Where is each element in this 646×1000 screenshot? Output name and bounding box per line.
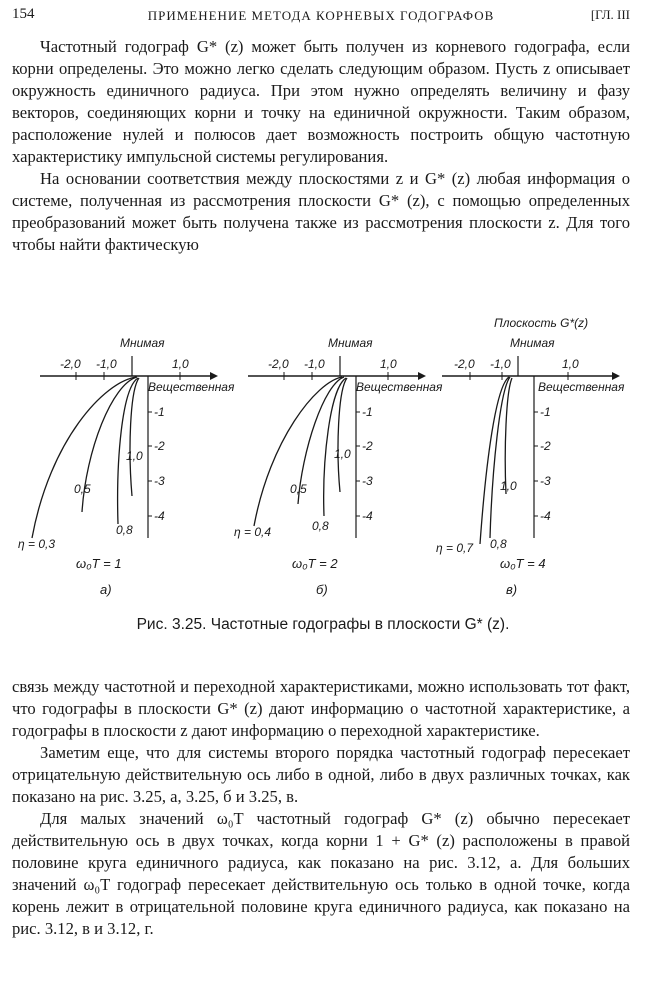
curve-label: 0,8 — [490, 537, 507, 551]
y-tick-label: -2 — [362, 439, 373, 453]
y-tick-label: -1 — [362, 405, 373, 419]
y-tick-label: -4 — [540, 509, 551, 523]
x-tick-label: 1,0 — [380, 357, 397, 371]
figure-caption: Рис. 3.25. Частотные годографы в плоскости G* (z). — [136, 616, 510, 633]
panel-a — [18, 336, 235, 597]
x-tick-label: -2,0 — [454, 357, 475, 371]
paragraph: Частотный годограф G* (z) может быть получен из корневого годографа, если корни определены. Это можно легко сделать следующим образом. Пусть z описывает окружность единичного радиуса. При этом нужно определять величину и фазу векторов, соединяющих корни и точку на единичной окружности. Таким образом, расположение нулей и полюсов дает возможность построить общую частотную характеристику импульсной системы регулирования. — [12, 37, 630, 166]
y-tick-label: -4 — [154, 509, 165, 523]
curve-label: 1,0 — [126, 449, 143, 463]
x-tick-label: 1,0 — [562, 357, 579, 371]
x-tick-label: -1,0 — [96, 357, 117, 371]
paragraph: Заметим еще, что для системы второго порядка частотный годограф пересекает отрицательную действительную ось либо в одной, либо в двух различных точках, как показано на рис. 3.25, а, 3.25, б и 3.25, в. — [12, 743, 630, 806]
curve-eta-1.0 — [338, 378, 347, 492]
running-header — [12, 6, 630, 30]
y-tick-label: -3 — [362, 474, 373, 488]
panel-v — [436, 336, 625, 597]
real-axis-arrow — [418, 372, 426, 380]
page-number: 154 — [12, 6, 35, 22]
running-title: ПРИМЕНЕНИЕ МЕТОДА КОРНЕВЫХ ГОДОГРАФОВ — [147, 8, 495, 23]
curve-label: 0,8 — [312, 519, 329, 533]
real-axis-arrow — [612, 372, 620, 380]
real-label: Вещественная — [148, 380, 235, 394]
y-tick-label: -2 — [154, 439, 165, 453]
curve-label: 0,5 — [74, 482, 91, 496]
plane-label: Плоскость G*(z) — [494, 316, 589, 330]
imag-label: Мнимая — [328, 336, 373, 350]
chapter-label: [ГЛ. III — [590, 7, 630, 22]
paragraph: Для малых значений ω₀T частотный годограф G* (z) обычно пересекает действительную ось в двух точках, когда корни 1 + G* (z) расположены в правой половине круга единичного радиуса, как показано на рис. 3.12, а. Для больших значений ω₀T годограф пересекает действительную ось только в одной точке, когда корень лежит в отрицательной половине круга единичного радиуса, как показано на рис. 3.12, в и 3.12, г. — [12, 809, 630, 938]
imag-label: Мнимая — [510, 336, 555, 350]
omega-label: ω₀T = 2 — [292, 556, 338, 571]
curve-label: 1,0 — [500, 479, 517, 493]
text-block-top — [12, 36, 630, 256]
y-tick-label: -4 — [362, 509, 373, 523]
real-axis-arrow — [210, 372, 218, 380]
y-tick-label: -1 — [154, 405, 165, 419]
panel-b — [234, 336, 443, 597]
real-label: Вещественная — [356, 380, 443, 394]
figure-3-25 — [12, 300, 634, 610]
paragraph: связь между частотной и переходной характеристиками, можно использовать тот факт, что годографы в плоскости G* (z) дают информацию о частотной характеристике, а годографы в плоскости z дают информацию о переходной характеристике. — [12, 677, 630, 740]
x-tick-label: 1,0 — [172, 357, 189, 371]
x-tick-label: -2,0 — [60, 357, 81, 371]
panel-letter: б) — [316, 582, 328, 597]
y-tick-label: -3 — [540, 474, 551, 488]
curve-eta-1.0 — [505, 378, 512, 494]
curve-label: 0,5 — [290, 482, 307, 496]
x-tick-label: -1,0 — [304, 357, 325, 371]
eta-label: η = 0,3 — [18, 537, 56, 551]
real-label: Вещественная — [538, 380, 625, 394]
y-tick-label: -1 — [540, 405, 551, 419]
panel-letter: а) — [100, 582, 112, 597]
paragraph: На основании соответствия между плоскостями z и G* (z) любая информация о системе, полученная из рассмотрения плоскости G* (z), с помощью определенных преобразований может быть получена также из рассмотрения плоскости z. Для того чтобы найти фактическую — [12, 169, 630, 254]
curve-eta-1.0 — [130, 378, 139, 496]
eta-label: η = 0,4 — [234, 525, 272, 539]
y-tick-label: -2 — [540, 439, 551, 453]
eta-label: η = 0,7 — [436, 541, 474, 555]
x-tick-label: -1,0 — [490, 357, 511, 371]
curve-label: 1,0 — [334, 447, 351, 461]
panel-letter: в) — [506, 582, 518, 597]
curve-label: 0,8 — [116, 523, 133, 537]
text-block-bottom — [12, 676, 630, 940]
omega-label: ω₀T = 4 — [500, 556, 546, 571]
imag-label: Мнимая — [120, 336, 165, 350]
omega-label: ω₀T = 1 — [76, 556, 122, 571]
y-tick-label: -3 — [154, 474, 165, 488]
curve-eta-0.3 — [32, 377, 136, 538]
x-tick-label: -2,0 — [268, 357, 289, 371]
